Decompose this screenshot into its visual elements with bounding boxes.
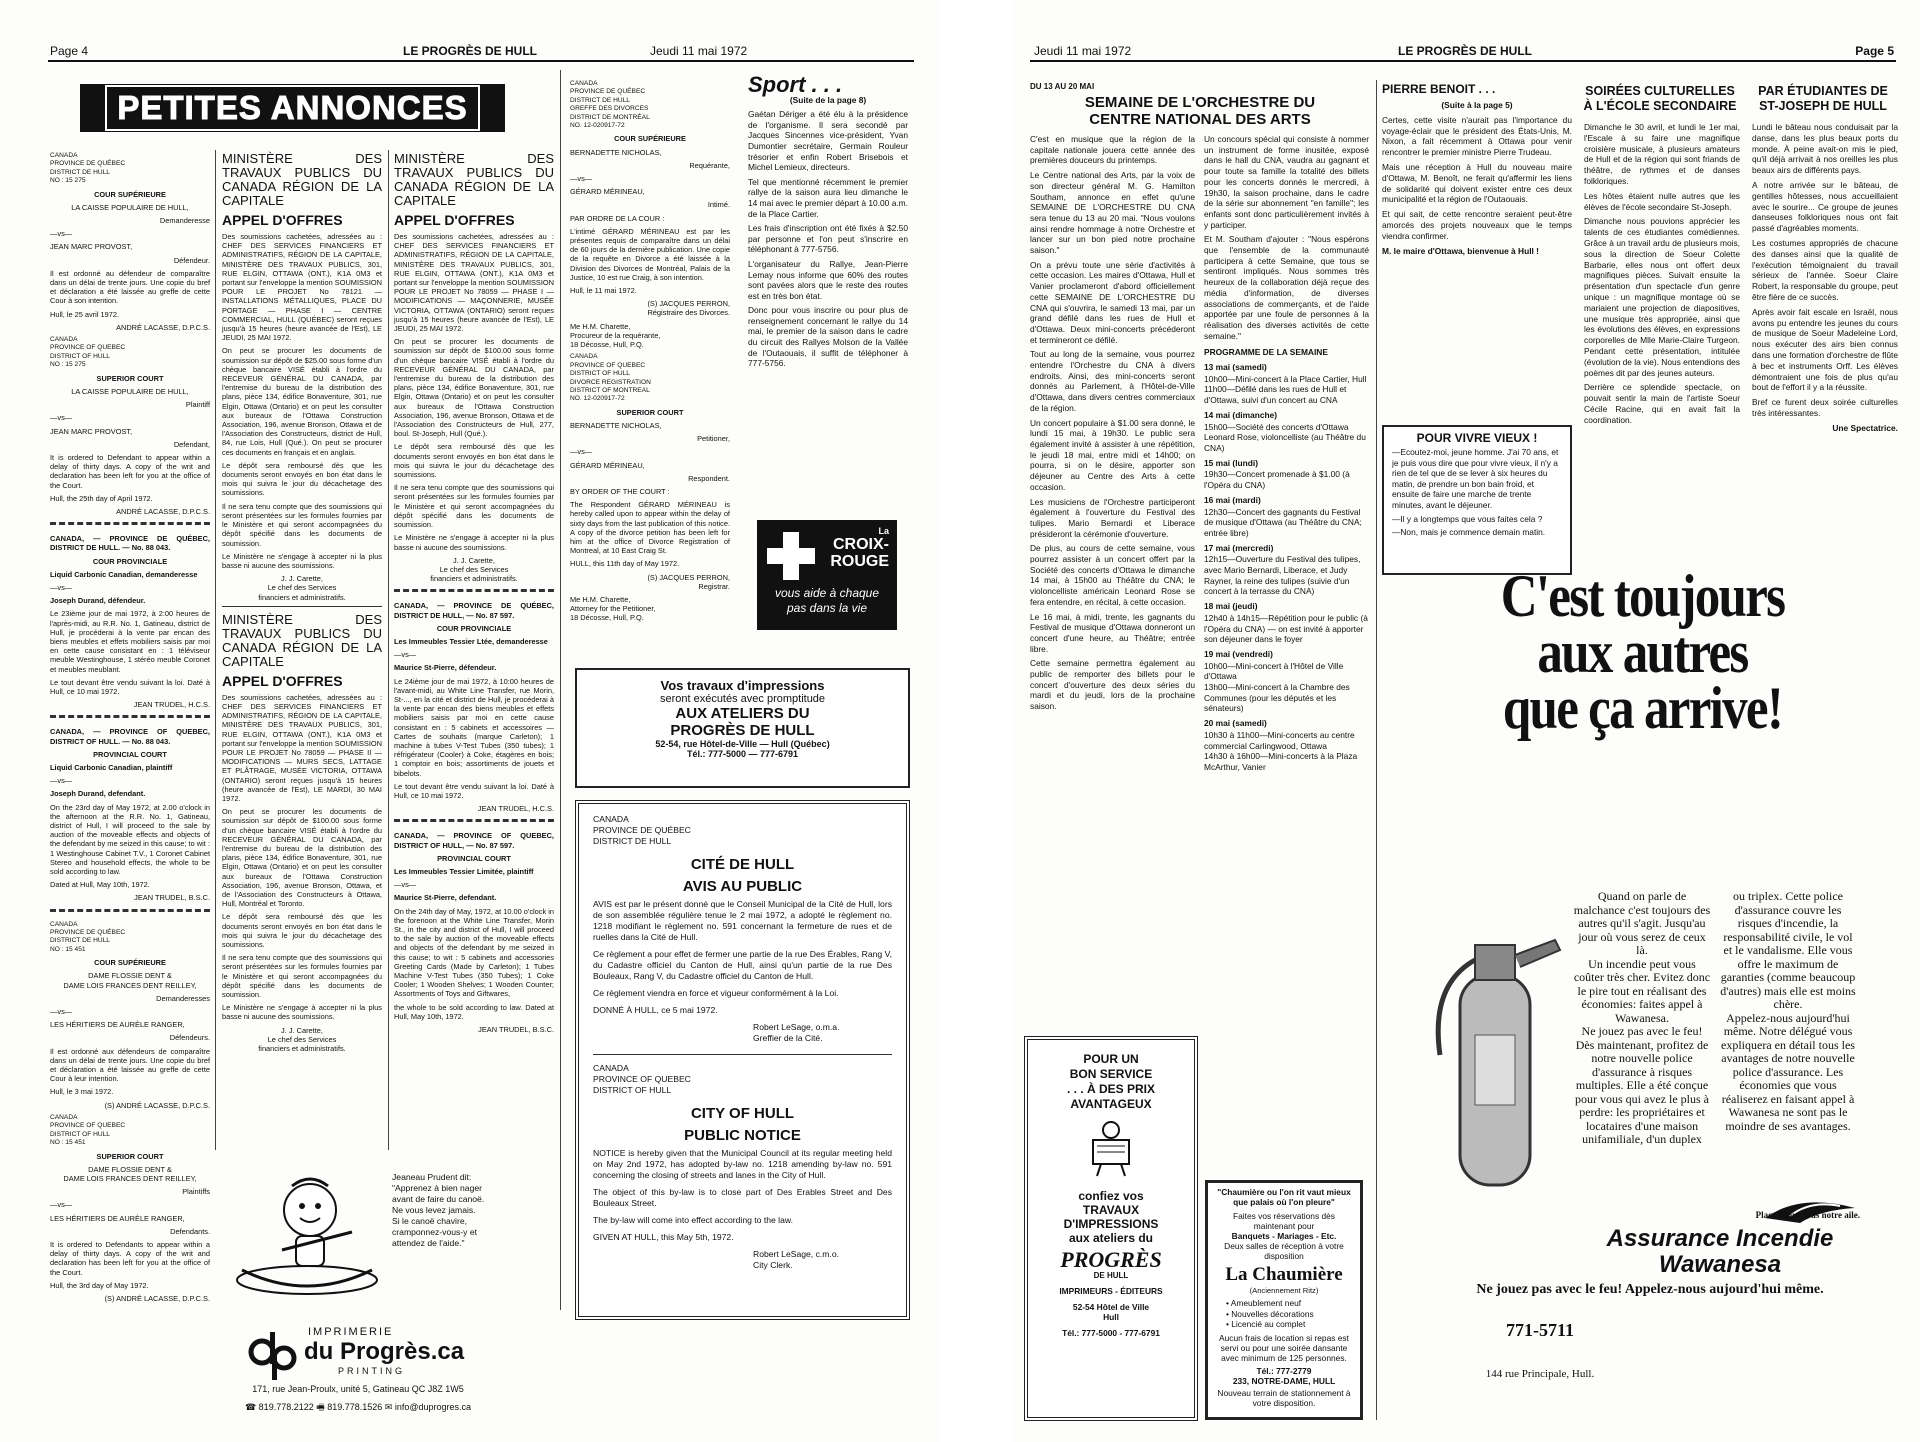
vivre-title: POUR VIVRE VIEUX ! xyxy=(1416,431,1538,445)
notice-header: CANADA PROVINCE OF QUEBEC DISTRICT OF HULL NO : 15 275 xyxy=(50,336,126,369)
soirees-paragraph: Dimanche le 30 avril, et lundi le 1er mai, l'Escale à su faire une magnifique croisière musicale, à plusieurs amateurs de Hull et de la région qui sont friands de théâtre, de rythmes et de danses folkloriques. xyxy=(1584,122,1740,186)
impressions-line5: Tél.: 777-5000 — 777-6791 xyxy=(686,749,799,759)
court-name: PROVINCIAL COURT xyxy=(437,853,511,863)
progres-ad-line2: confiez vos TRAVAUX D'IMPRESSIONS aux ateliers du xyxy=(1063,1189,1159,1245)
tender-body: Il ne sera tenu compte que des soumissions qui seront présentées sur les formules fournies par le Ministère et qui seront accompagnées du dépôt spécifié dans les documents de soumission. xyxy=(222,953,382,1000)
soirees-article xyxy=(1584,122,1740,562)
court-name: SUPERIOR COURT xyxy=(96,373,164,383)
wawanesa-brand-2: Wawanesa xyxy=(1658,1251,1782,1278)
notice-body: On the 24th day of May, 1972, at 10.00 o'clock in the forenoon at the White Line Transfer, Morin St., in the city and district of Hull, I will proceed to the sale by auction of the moveable effects and objects of the defendant by me seized in this cause; to wit : 5 cabinets and accessories Greeting Cards (Made by Carleton); 1 Tubes Machine V-Test Tubes (350 Tubes); 1 Coke Cooler; 1 Wooden Shelves; 1 Wooden Counter; Assortments of Toys and Giftwares, xyxy=(394,906,554,999)
notice-subtitle-en: PUBLIC NOTICE xyxy=(684,1127,801,1144)
party: Maurice St-Pierre, defendant. xyxy=(394,893,497,903)
notice-paragraph-en: The by-law will come into effect according to the law. xyxy=(593,1215,793,1225)
party: JEAN MARC PROVOST, xyxy=(50,242,133,252)
pierre-benoit-paragraph: M. le maire d'Ottawa, bienvenue à Hull ! xyxy=(1382,245,1539,256)
wawanesa-body-2: ou triplex. Cette police d'assurance couvre les risques d'incendie, la responsabilité civile, le vol et le vandalisme. Elle vous offre le maximum de garanties (comme beaucoup d'autres) mais elle est moins chère. Appelez-nous aujourd'hui même. Notre délégué vous expliquera en détail tous les avantages de notre nouvelle police d'assurance. Les économies que vous réaliserez en faisant appel à Wawanesa ne sont pas le moindre de ses avantages. xyxy=(1720,889,1856,1133)
orchestre-paragraph: De plus, au cours de cette semaine, vous pourrez assister à un concert offert par la Société des concerts d'Ottawa le dimanche 14 mai, à 15h00 au Théâtre du CNA; le violoncelliste américain Leonard Rose se fera entendre, en récital, à cette occasion. xyxy=(1030,543,1195,607)
party: Liquid Carbonic Canadian, demanderesse xyxy=(50,569,198,579)
tender-body: Le Ministère ne s'engage à accepter ni la plus basse ni aucune des soumissions. xyxy=(222,551,382,570)
versus: —vs— xyxy=(394,650,417,660)
notice-header: CANADA PROVINCE OF QUEBEC DISTRICT OF HULL NO : 15 451 xyxy=(50,1113,126,1147)
notice-body: the whole to be sold according to law. Dated at Hull, May 10th, 1972. xyxy=(394,1002,554,1021)
chaumiere-bullet: • Nouvelles décorations xyxy=(1226,1308,1314,1319)
program-title: PROGRAMME DE LA SEMAINE xyxy=(1204,347,1328,358)
court-name: COUR SUPÉRIEURE xyxy=(94,189,166,199)
notice-signature: (S) ANDRÉ LACASSE, D.P.C.S. xyxy=(104,1100,210,1110)
progres-ad-line5: Tél.: 777-5000 - 777-6791 xyxy=(1062,1328,1160,1338)
party-role: Plaintiff xyxy=(185,400,210,410)
notice-body: The Respondent GÉRARD MÉRINEAU is hereby called upon to appear within the delay of sixty days from the last publication of this notice. A copy of the divorce petition has been left for him at the office of Divorce Registration of Montreal, at 10 East Craig St. xyxy=(570,500,730,556)
printing-man-icon xyxy=(1071,1118,1151,1178)
soirees-title: SOIRÉES CULTURELLES À L'ÉCOLE SECONDAIRE xyxy=(1583,84,1737,113)
notice-signature: (S) JACQUES PERRON, Registrar. xyxy=(647,572,730,591)
petites-annonces-banner xyxy=(80,84,505,132)
avis-paragraph: Ce règlement a pour effet de fermer une partie de la rue Des Érables, Rang V, du Cadastre officiel du Canton de Hull, ainsi qu'un partie de la rue Des Bouleaux, Rang V, du Cadastre officiel du Canton de Hull. xyxy=(593,949,892,981)
notice-paragraph-en: The object of this by-law is to close part of Des Erables Street and Des Bouleaux Street. xyxy=(593,1187,892,1208)
orchestre-paragraph: Un concours spécial qui consiste à nommer un instrument de forme inusitée, exposé dans le hall du CNA, vaudra au gagnant et pour toute sa famille la totalité des billets pour les concerts donnés le mercredi, à 19h30, la saison prochaine, dans le cadre de la série sur abonnement "en famille"; les enfants sont donc particulièrement invités à y participer. xyxy=(1204,134,1369,230)
soirees-paragraph: Dimanche nous pouvions apprécier les talents de ces étudiantes comédiennes. Grâce à un travail ardu de plusieurs mois, sous la direction de Soeur Colette Barbarie, elles nous ont offert deux magnifiques pièces. Suivait ensuite la présentation d'un spectacle d'un genre unique : un magnifique montage où se mariaient une projection de diapositives, une musique très appropriée, ainsi que les évolutions des élèves, en expressions corporelles de Mlle Marie-Claire Turgeon. Pendant cette présentation, intitulée (évolution de la vie). Nous entendions des poèmes dit par des jeunes auteurs. xyxy=(1584,216,1740,378)
party: LA CAISSE POPULAIRE DE HULL, xyxy=(71,202,189,212)
progres-ad-line4: 52-54 Hôtel de Ville Hull xyxy=(1072,1302,1150,1322)
notice-body: On the 23rd day of May 1972, at 2.00 o'clock in the afternoon at the R.R. No. 1, Gatineau, district of Hull, I will proceed to the sale by auction of the moveable effects and objects of the defendant by me seized in this cause; to wit : 1 Westinghouse Cabinet T.V., 1 Coronet Cabinet Stereo and household effects, the whole to be sold according to law. xyxy=(50,802,210,877)
column-divider xyxy=(1376,80,1377,1420)
paper-title-right: LE PROGRÈS DE HULL xyxy=(1397,44,1532,58)
column-divider xyxy=(560,70,561,1310)
impressions-line2: seront exécutés avec promptitude xyxy=(659,693,826,705)
avis-signature: Robert LeSage, o.m.a. Greffier de la Cité. xyxy=(753,1022,840,1043)
column-divider xyxy=(215,150,216,1150)
notice-header: CANADA, — PROVINCE DE QUÉBEC, DISTRICT DE HULL, — No. 87 597. xyxy=(394,601,554,620)
court-order: PAR ORDRE DE LA COUR : xyxy=(570,213,665,223)
notice-body: L'intimé GÉRARD MÉRINEAU est par les présentes requis de comparaître dans un délai de 60 jours de la dernière publication. Une copie de la requête en Divorce a été laissée à la Division des Divorces de Montréal, Palais de la Justice, 10 est rue Craig, à son intention. xyxy=(570,226,730,282)
etudiantes-paragraph: Après avoir fait escale en Israël, nous avons pu entendre les jeunes du cours de musique de Soeur Madeleine Lord, nous exécuter des airs bien connus dans une formation d'orchestre de flûte à bec et instruments Orff. Les élèves démontraient une fois de plus qu'au bout de l'effort il y a la réussite. xyxy=(1752,306,1898,393)
notice-signature-en: Robert LeSage, c.m.o. City Clerk. xyxy=(753,1249,839,1270)
imprimerie-logo-icon xyxy=(248,1330,296,1380)
notice-signature: JEAN TRUDEL, B.S.C. xyxy=(478,1025,554,1035)
sport-paragraph: Tel que mentionné récemment le premier rallye de la saison aura lieu dimanche le 14 mai avec le premier départ à 10.00 a.m. de la Place Cartier. xyxy=(748,176,908,219)
court-name: PROVINCIAL COURT xyxy=(93,749,167,759)
jeaneau-text: Jeaneau Prudent dit: "Apprenez à bien nager avant de faire du canoë. Ne vous levez jamais. Si le canoë chavire, cramponnez-vous-y et attendez de l'aide." xyxy=(392,1172,485,1248)
orchestre-paragraph: Tout au long de la semaine, vous pourrez entendre l'Orchestre du CNA à divers endroits. Ainsi, des mini-concerts seront donnés au Parlement, à l'Hôtel-de-Ville d'Ottawa, dans divers centres commerciaux de la région. xyxy=(1030,349,1195,413)
wawanesa-brand-1: Assurance Incendie xyxy=(1606,1225,1834,1252)
progres-ad-brand-sub: DE HULL xyxy=(1093,1271,1129,1280)
progres-ad-line3: IMPRIMEURS - ÉDITEURS xyxy=(1059,1286,1163,1296)
tender-body: Des soumissions cachetées, adressées au : CHEF DES SERVICES FINANCIERS ET ADMINISTRATIFS, RÉGION DE LA CAPITALE, MINISTÈRE DES TRAVAUX PUBLICS, 301, RUE ELGIN, OTTAWA (ONT.), K1A 0M3 et portant sur l'enveloppe la mention SOUMISSION POUR LE PROJET No 78059 — PHASE I — MODIFICATIONS — MAÇONNERIE, MUSÉE VICTORIA, OTTAWA (ONTARIO) seront reçues jusqu'à 15 heures (heure avancée de l'Est), LE JEUDI, 25 MAI 1972. xyxy=(394,232,554,334)
tender-body: Le Ministère ne s'engage à accepter ni la plus basse ni aucune des soumissions. xyxy=(394,533,554,552)
party: LES HÉRITIERS DE AURÈLE RANGER, xyxy=(50,1213,185,1223)
legal-notices-col-1 xyxy=(50,152,210,1422)
wawanesa-body-1: Quand on parle de malchance c'est toujours des autres qu'il s'agit. Jusqu'au jour où vous serez de ceux là. Un incendie peut vous coûter très cher. Evitez donc le pire tout en réalisant des économies: faites appel à Wawanesa. Ne jouez pas avec le feu! Dès maintenant, profitez de notre nouvelle police d'assurance à risques multiples. Elle a été conçue pour vous qui avez le plus à perdre: les propriétaires et locataires d'une maison unifamiliale, d'un duplex xyxy=(1573,889,1711,1146)
etudiantes-signature: Une Spectatrice. xyxy=(1832,422,1898,433)
imprimerie-address: 171, rue Jean-Proulx, unité 5, Gatineau QC J8Z 1W5 xyxy=(252,1384,464,1394)
notice-body: It is ordered to Defendants to appear within a delay of thirty days. A copy of the writ and declaration has been left for you at the office of the Court. xyxy=(50,1239,210,1277)
masthead-rule-left xyxy=(48,60,914,62)
party: GÉRARD MÉRINEAU, xyxy=(570,460,645,470)
court-name: COUR PROVINCIALE xyxy=(92,556,168,566)
party: DAME FLOSSIE DENT & DAME LOIS FRANCES DENT REILLEY, xyxy=(63,1164,197,1183)
page-gutter xyxy=(940,0,1010,1442)
tender-heading: APPEL D'OFFRES xyxy=(222,672,343,689)
chaumiere-line4: Aucun frais de location si repas est servi ou pour une soirée dansante avec minimum de 125 personnes. xyxy=(1219,1332,1349,1363)
tender-title: MINISTÈRE DES TRAVAUX PUBLICS DU CANADA RÉGION DE LA CAPITALE xyxy=(394,151,554,208)
notice-title-en: CITY OF HULL xyxy=(690,1105,795,1122)
tender-body: Des soumissions cachetées, adressées au : CHEF DES SERVICES FINANCIERS ET ADMINISTRATIFS, RÉGION DE LA CAPITALE, MINISTÈRE DES TRAVAUX PUBLICS, 301, RUE ELGIN, OTTAWA (ONT.), K1A 0M3 et portant sur l'enveloppe la mention SOUMISSION POUR LE PROJET No 78121 — INSTALLATIONS MÉTALLIQUES, PLACE DU PORTAGE — PHASE I — CENTRE COMMERCIAL, HULL (QUÉBEC) seront reçues jusqu'à 15 heures (heure avancée de l'Est), LE JEUDI, 25 MAI 1972. xyxy=(222,232,382,343)
party: BERNADETTE NICHOLAS, xyxy=(570,147,662,157)
party: Joseph Durand, defendant. xyxy=(50,789,146,799)
attorney: Me H.M. Charette, Procureur de la requérante, 18 Décosse, Hull, P.Q. xyxy=(570,321,661,350)
fire-extinguisher-icon xyxy=(1420,905,1570,1205)
notice-body: Il est ordonné au défendeur de comparaître dans un délai de trente jours. Une copie du bref et déclaration a été laissée au greffe de cette Cour à son intention. xyxy=(50,268,210,306)
soirees-paragraph: Derrière ce splendide spectacle, on pouvait sentir la main de l'artiste Soeur Cécile Racine, qui en avait fait la coordination. xyxy=(1584,382,1740,425)
imprimerie-contacts: ☎ 819.778.2122 🖷 819.778.1526 ✉ info@duprogres.ca xyxy=(244,1402,472,1412)
notice-header: CANADA PROVINCE DE QUÉBEC DISTRICT DE HULL GREFFE DES DIVORCES DISTRICT DE MONTRÉAL NO. 12-020917-72 xyxy=(570,80,650,130)
chaumiere-former: (Anciennement Ritz) xyxy=(1249,1286,1319,1295)
notice-signature: JEAN TRUDEL, H.C.S. xyxy=(477,804,554,814)
program-day: 13 mai (samedi) xyxy=(1204,362,1267,373)
progres-ad-line1: POUR UN BON SERVICE . . . À DES PRIX AVANTAGEUX xyxy=(1066,1052,1156,1111)
notice-body: It is ordered to Defendant to appear within a delay of thirty days. A copy of the writ and declaration has been left for you at the office of the Court. xyxy=(50,452,210,490)
chaumiere-line1: Faites vos réservations dès maintenant pour xyxy=(1233,1211,1335,1231)
tender-heading: APPEL D'OFFRES xyxy=(222,212,343,228)
chaumiere-line5: Nouveau terrain de stationnement à votre disposition. xyxy=(1217,1387,1351,1408)
pour-vivre-vieux-box xyxy=(1382,425,1572,575)
tender-body: Le dépôt sera remboursé dès que les documents seront envoyés en bon état dans le mois qui suivra le jour du décachetage des soumissions. xyxy=(222,460,382,498)
notice-date: Hull, the 25th day of April 1972. xyxy=(50,493,153,503)
notice-date: Hull, le 3 mai 1972. xyxy=(50,1087,114,1097)
sport-title: Sport . . . xyxy=(748,72,843,97)
sport-paragraph: Gaétan Dériger a été élu à la présidence de l'organisme. Il sera secondé par Jacques Sincennes vice-président, Yvan Dumontier secrétaire, Germain Rouleur trésorier et enfin Robert Brisebois et Michel Lemieux, directeurs. xyxy=(748,109,908,173)
notice-paragraph-en: NOTICE is hereby given that the Municipal Council at its regular meeting held on May 2nd 1972, has adopted by-law no. 1218 amending by-law no. 591 concerning the closing of streets and lanes in the City of Hull. xyxy=(593,1148,892,1180)
tender-body: On peut se procurer les documents de soumission sur dépôt de $100.00 sous forme d'un chèque bancaire VISÉ établi à l'ordre du RECEVEUR GÉNÉRAL DU CANADA, par l'entremise du bureau de la distribution des plans, pièce 134, édifice Bonaventure, 301, rue Elgin, Ottawa (Ontario) et on peut les consulter aux bureaux de l'Ottawa Construction Association, 196, avenue Bronson, Ottawa et de l'Association des Constructeurs de Hull, 277, boul. St-Joseph, Hull (Qué.). xyxy=(394,337,554,439)
orchestre-dates-text: DU 13 AU 20 MAI xyxy=(1030,82,1095,91)
notice-signature: (S) ANDRÉ LACASSE, D.P.C.S. xyxy=(104,1293,210,1303)
impressions-line1: Vos travaux d'impressions xyxy=(660,678,825,693)
tender-body: Il ne sera tenu compte que des soumissions qui seront présentées sur les formules fournies par le Ministère et qui seront accompagnées du dépôt spécifié dans les documents de soumission. xyxy=(394,483,554,530)
imprimerie-line1: IMPRIMERIE xyxy=(308,1326,394,1338)
tender-title: MINISTÈRE DES TRAVAUX PUBLICS DU CANADA RÉGION DE LA CAPITALE xyxy=(222,611,382,669)
court-name: SUPERIOR COURT xyxy=(616,407,684,417)
party-role: Defendant, xyxy=(173,439,210,449)
date-right: Jeudi 11 mai 1972 xyxy=(1034,44,1132,58)
jeaneau-canoe-illustration xyxy=(222,1162,392,1312)
pierre-benoit-paragraph: Certes, cette visite n'aurait pas l'importance du voyage-éclair que le président des États-Unis, M. Nixon, a fait récemment à Ottawa pour venir rencontrer le premier ministre Pierre Trudeau. xyxy=(1382,114,1572,158)
avis-title: CITÉ DE HULL xyxy=(690,856,795,873)
separator xyxy=(394,819,554,825)
program-items: 19h30—Concert promenade à $1.00 (à l'Opéra du CNA) xyxy=(1204,469,1350,491)
court-order: BY ORDER OF THE COURT : xyxy=(570,486,670,496)
notice-date: Dated at Hull, May 10th, 1972. xyxy=(50,880,150,890)
orchestre-paragraph: On a prévu toute une série d'activités à cette occasion. Les maires d'Ottawa, Hull et Vanier proclameront d'abord officiellement cette SEMAINE DE L'ORCHESTRE DU CNA qui s'ouvrira, le samedi 13 mai, par un grand défilé dans les rues de Hull et d'Ottawa. Deux mini-concerts précéderont et termineront ce défilé. xyxy=(1030,259,1195,345)
tender-signature: J. J. Carette, Le chef des Services financiers et administratifs. xyxy=(258,574,346,602)
party: JEAN MARC PROVOST, xyxy=(50,426,133,436)
orchestre-col-1 xyxy=(1030,134,1195,1034)
jeaneau-prudent-ad xyxy=(222,1162,562,1312)
notice-header-en: CANADA PROVINCE OF QUEBEC DISTRICT OF HULL xyxy=(593,1063,691,1095)
orchestre-title: SEMAINE DE L'ORCHESTRE DU CENTRE NATIONAL DES ARTS xyxy=(1084,94,1316,128)
party: LA CAISSE POPULAIRE DE HULL, xyxy=(71,386,189,396)
impressions-ad xyxy=(575,668,910,788)
chaumiere-bullet: • Licencié au complet xyxy=(1226,1319,1306,1329)
program-items: 10h00—Mini-concert à la Place Cartier, Hull 11h00—Défilé dans les rues de Hull et d'Ottawa, suivi d'un concert au CNA xyxy=(1204,373,1367,406)
orchestre-paragraph: Et M. Southam d'ajouter : "Nous espérons que l'ensemble de la communauté participera à cette Semaine, que tous se sentiront impliqués. Nous sommes très heureux de la collaboration déjà reçue des média d'information, de diverses associations de commerçants, et de l'aide apportée par une foule de personnes à la réalisation des diverses activités de cette semaine." xyxy=(1204,234,1369,341)
etudiantes-paragraph: Lundi le bâteau nous conduisait par la danse, dans les plus beaux ports du monde. À peine avait-on mis le pied, qu'il déjà arrivait à nos oreilles les plus beaux airs de différents pays. xyxy=(1752,122,1898,176)
la-chaumiere-ad xyxy=(1205,1180,1363,1420)
notice-date-en: GIVEN AT HULL, this May 5th, 1972. xyxy=(593,1232,734,1242)
etudiantes-title: PAR ÉTUDIANTES DE ST-JOSEPH DE HULL xyxy=(1758,84,1888,113)
notice-header: CANADA PROVINCE DE QUÉBEC DISTRICT DE HULL NO : 15 275 xyxy=(50,152,126,185)
party: LES HÉRITIERS DE AURÈLE RANGER, xyxy=(50,1020,185,1030)
chaumiere-tel: Tél.: 777-2779 xyxy=(1256,1365,1312,1376)
court-name: COUR SUPÉRIEURE xyxy=(614,134,686,144)
program-day: 14 mai (dimanche) xyxy=(1204,409,1278,420)
sport-paragraph: L'organisateur du Rallye, Jean-Pierre Lemay nous informe que 60% des routes sont pavées alors que le reste des routes est en très bon état. xyxy=(748,258,908,301)
notice-body: Le 24ième jour de mai 1972, à 10:00 heures de l'avant-midi, au White Line Transfer, rue Morin, St-..., en la cité et district de Hull, je procéderai à la vente par encan des biens meubles et effets mobiliers saisis par moi en cette cause consistant en : 5 cabinets et accessoires — Cartes de souhaits (marque Carleton); 1 machine à tubes V-Test Tubes (350 tubes); 1 réfrigérateur (Cooler) à Coke, étagères en bois; 1 comptoir en bois; assortiments de jouets et bibelots. xyxy=(394,676,554,778)
versus: —vs— xyxy=(50,776,73,786)
party: Les Immeubles Tessier Ltée, demanderesse xyxy=(394,636,548,646)
program-items: 15h00—Société des concerts d'Ottawa Leonard Rose, violoncelliste (au Théâtre du CNA) xyxy=(1204,421,1366,453)
program-list xyxy=(1204,362,1369,773)
chaumiere-quote: "Chaumière ou l'on rit vaut mieux que palais où l'on pleure" xyxy=(1217,1187,1351,1207)
column-divider xyxy=(388,150,389,1150)
pierre-benoit-suite: (Suite à la page 5) xyxy=(1441,100,1513,110)
avis-subtitle: AVIS AU PUBLIC xyxy=(682,878,803,895)
vivre-paragraph: —Il y a longtemps que vous faites cela ? xyxy=(1392,513,1543,524)
goose-wing-icon xyxy=(1760,1188,1860,1228)
party-role: Plaintiffs xyxy=(182,1187,210,1197)
masthead-rule-right xyxy=(1030,60,1896,62)
tender-body: On peut se procurer les documents de soumission sur dépôt de $25.00 sous forme d'un chèque bancaire VISÉ établi à l'ordre du RECEVEUR GÉNÉRAL DU CANADA, par l'entremise du bureau de la distribution des plans, pièce 134, édifice Bonaventure, 301, rue Elgin, Ottawa (Ontario) et on peut les consulter aux bureaux de l'Ottawa Construction Association, 196, avenue Bronson, Ottawa et de l'Association des Constructeurs, district de Hull, 84, rue Lois, Hull (Qué.). On peut se procurer ces documents en français et en anglais. xyxy=(222,346,382,457)
party-role: Requérante, xyxy=(689,160,730,170)
chaumiere-line3: Deux salles de réception à votre disposition xyxy=(1224,1241,1344,1261)
party: BERNADETTE NICHOLAS, xyxy=(570,420,662,430)
program-day: 20 mai (samedi) xyxy=(1204,718,1267,729)
tenders-col-3 xyxy=(394,152,554,1312)
party: Les Immeubles Tessier Limitée, plaintiff xyxy=(394,866,534,876)
versus: —vs— xyxy=(50,1200,73,1210)
program-day: 18 mai (jeudi) xyxy=(1204,601,1258,612)
orchestre-paragraph: Le Centre national des Arts, par la voix de son directeur général M. G. Hamilton Southam, annonce en effet qu'une SEMAINE DE L'ORCHESTRE DU CNA sera tenue du 13 au 20 mai. "Nous voulons ainsi rendre hommage à notre Orchestre et lancer sur un bon pied notre prochaine saison." xyxy=(1030,170,1195,256)
party: Joseph Durand, défendeur. xyxy=(50,596,146,606)
tender-signature: J. J. Carette, Le chef des Services financiers et administratifs. xyxy=(430,555,518,584)
imprimerie-line2: du Progrès.ca xyxy=(304,1338,465,1365)
orchestre-paragraph: Un concert populaire à $1.00 sera donné, le lundi 15 mai, à 19h30. Le public sera également invité à assister à une répétition, le jeudi 18 mai, entre midi et 14h00; on pourra, si on le désire, apporter son déjeuner au Centre des Arts à cette occasion. xyxy=(1030,417,1195,492)
separator xyxy=(50,715,210,721)
separator xyxy=(50,909,210,915)
separator xyxy=(394,589,554,595)
party-role: Défendeur. xyxy=(173,255,210,265)
croix-slogan: vous aide à chaque pas dans la vie xyxy=(774,586,880,615)
etudiantes-paragraph: Les costumes appropriés de chacune des danses ainsi que la qualité de l'exécution témoignaient du travail sérieux de l'année. Soeur Claire Robert, la responsable du groupe, peut être fière de ce succès. xyxy=(1752,237,1898,302)
orchestre-paragraph: Cette semaine permettra également au public de remporter des billets pour le concert d'ouverture des deux séries du mardi et du jeudi, lors de la prochaine saison. xyxy=(1030,658,1195,712)
program-items: 12h30—Concert des gagnants du Festival de musique d'Ottawa (au Théâtre du CNA; entrée libre) xyxy=(1204,506,1362,538)
croix-rouge-ad xyxy=(757,520,897,630)
notice-header: CANADA, — PROVINCE OF QUEBEC, DISTRICT OF HULL, — No. 87 597. xyxy=(394,831,554,850)
sport-paragraph: Donc pour vous inscrire ou pour plus de renseignement concernant le rallye du 14 mai, le premier de la saison dans le cadre du circuit des Rallyes Molson de la Vallée de l'Outaouais, il suffit de téléphoner à 777-5756. xyxy=(748,305,908,369)
notice-body: Le 23ième jour de mai 1972, à 2:00 heures de l'après-midi, au R.R. No. 1, Gatineau, district de Hull, je procéderai à la vente par encan des biens meubles et effets mobiliers saisis par moi en cette cause consistant en : 1 téléviseur meuble Westinghouse, 1 stéréo meuble Coronet et meubles meublant. xyxy=(50,609,210,674)
sport-suite: (Suite de la page 8) xyxy=(789,94,867,105)
etudiantes-paragraph: Bref ce furent deux soirée culturelles très intéressantes. xyxy=(1752,397,1898,418)
versus: —vs— xyxy=(570,174,593,184)
versus: —vs— xyxy=(50,582,73,592)
program-items: 10h30 à 11h00—Mini-concerts au centre commercial Carlingwood, Ottawa 14h30 à 16h00—Mini-concerts à la Plaza McArthur, Vanier xyxy=(1204,729,1358,772)
tender-body: Le dépôt sera remboursé dès que les documents seront envoyés en bon état dans le mois qui suivra le jour du décachetage des soumissions. xyxy=(394,442,554,480)
versus: —vs— xyxy=(50,1007,73,1017)
program-items: 10h00—Mini-concert à l'Hôtel de Ville d'Ottawa 13h00—Mini-concert à la Chambre des Communes (pour les députés et les sénateurs) xyxy=(1204,660,1350,714)
notice-header: CANADA PROVINCE DE QUÉBEC DISTRICT DE HULL NO : 15 451 xyxy=(50,920,126,953)
pierre-benoit-title: PIERRE BENOIT . . . xyxy=(1382,82,1496,96)
impressions-line3: AUX ATELIERS DU PROGRÈS DE HULL xyxy=(670,705,815,739)
etudiantes-article xyxy=(1752,122,1898,562)
tender-body: On peut se procurer les documents de soumission sur dépôt de $100.00 sous forme d'un chèque bancaire VISÉ établi à l'ordre du RECEVEUR GÉNÉRAL DU CANADA, par l'entremise du bureau de la distribution des plans, pièce 134, édifice Bonaventure, 301, rue Elgin, Ottawa (Ontario) et on peut les consulter aux bureaux de l'Ottawa Construction Association, 196, avenue Bronson, Ottawa, et de l'Association des Constructeurs à Ottawa, Hull, Montréal et Toronto. xyxy=(222,807,382,909)
party-role: Demanderesses xyxy=(156,993,210,1003)
left-page xyxy=(0,0,940,1442)
pierre-benoit-paragraph: Et qui sait, de cette rencontre seraient peut-être amorcés des projets nouveaux que le temps viendra confirmer. xyxy=(1382,209,1572,241)
party: DAME FLOSSIE DENT & DAME LOIS FRANCES DENT REILLEY, xyxy=(63,971,197,990)
versus: —vs— xyxy=(394,880,417,890)
divorce-notices-col-4 xyxy=(570,80,730,623)
separator xyxy=(50,522,210,528)
chaumiere-bullet-list xyxy=(1226,1298,1360,1330)
imprimerie-logo xyxy=(228,1320,488,1418)
tenders-col-2 xyxy=(222,152,382,1312)
date-left: Jeudi 11 mai 1972 xyxy=(650,44,748,58)
orchestre-paragraph: C'est en musique que la région de la capitale nationale jouera cette année des premières douceurs du printemps. xyxy=(1030,134,1195,166)
notice-date: Hull, the 3rd day of May 1972. xyxy=(50,1280,149,1290)
notice-signature: JEAN TRUDEL, H.C.S. xyxy=(133,700,210,710)
avis-date: DONNÉ À HULL, ce 5 mai 1972. xyxy=(593,1005,718,1015)
chaumiere-line2: Banquets - Mariages - Etc. xyxy=(1231,1231,1337,1241)
soirees-paragraph: Les hôtes étaient nulle autres que les élèves de l'école secondaire St-Joseph. xyxy=(1584,190,1740,212)
court-name: SUPERIOR COURT xyxy=(96,1151,164,1161)
banner-text: PETITES ANNONCES xyxy=(117,89,468,126)
notice-header: CANADA PROVINCE OF QUEBEC DISTRICT OF HULL DIVORCE REGISTRATION DISTRICT OF MONTREAL NO. 12-020917-72 xyxy=(570,353,651,403)
program-day: 19 mai (vendredi) xyxy=(1204,648,1273,659)
notice-date: Hull, le 11 mai 1972. xyxy=(570,286,637,296)
program-day: 16 mai (mardi) xyxy=(1204,494,1261,505)
wawanesa-headline: C'est toujours aux autres que ça arrive! xyxy=(1500,563,1785,741)
program-items: 12h15—Ouverture du Festival des tulipes, avec Mario Bernardi, Liberace, et Judy Rayner, la reine des tulipes (suivie d'un concert à la terrasse du CNA) xyxy=(1204,554,1361,597)
tender-body: Il ne sera tenu compte que des soumissions qui seront présentées sur les formules fournies par le Ministère et qui seront accompagnées du dépôt spécifié dans les documents de soumission. xyxy=(222,501,382,548)
paper-title-left: LE PROGRÈS DE HULL xyxy=(402,44,537,58)
croix-la: La xyxy=(878,526,889,536)
pierre-benoit-paragraph: Mais une réception à Hull du nouveau maire d'Ottawa, M. Benoît, ne ferait qu'affermir les liens de solidarité qui doivent exister entre ces deux municipalité et la région de l'Outaouais. xyxy=(1382,161,1572,205)
tender-body: Des soumissions cachetées, adressées au : CHEF DES SERVICES FINANCIERS ET ADMINISTRATIFS, RÉGION DE LA CAPITALE, MINISTÈRE DES TRAVAUX PUBLICS, 301, RUE ELGIN, OTTAWA (ONT.), K1A 0M3 et portant sur l'enveloppe la mention SOUMISSION POUR LE PROJET No 78059 — PHASE II — MODIFICATIONS — MURS SECS, LATTAGE ET PLÂTRAGE, MUSÉE VICTORIA, OTTAWA (ONTARIO) seront reçues jusqu'à 15 heures (heure avancée de l'Est), LE MARDI, 30 MAI 1972. xyxy=(222,692,382,803)
page-number-right: Page 5 xyxy=(1855,44,1894,58)
etudiantes-paragraph: A notre arrivée sur le bâteau, de gentilles hôtesses, nous accueillaient avec le sourire... Ce groupe de jeunes danseuses folkloriques nous ont fait passé d'agréables moments. xyxy=(1752,179,1898,234)
tender-body: Le Ministère ne s'engage à accepter ni la plus basse ni aucune des soumissions. xyxy=(222,1003,382,1022)
wawanesa-slogan: Ne jouez pas avec le feu! Appelez-nous aujourd'hui même. xyxy=(1476,1282,1824,1297)
notice-signature: ANDRÉ LACASSE, D.P.C.S. xyxy=(116,322,210,332)
program-day: 15 mai (lundi) xyxy=(1204,457,1258,468)
orchestre-paragraph: Le 16 mai, à midi, trente, les gagnants du Festival de musique d'Ottawa donneront un concert d'une heure, au Théâtre; entrée libre. xyxy=(1030,611,1195,654)
program-day: 17 mai (mercredi) xyxy=(1204,542,1274,553)
notice-signature: ANDRÉ LACASSE, D.P.C.S. xyxy=(116,506,210,516)
chaumiere-address: 233, NOTRE-DAME, HULL xyxy=(1232,1375,1336,1386)
tender-heading: APPEL D'OFFRES xyxy=(394,212,515,228)
notice-header: CANADA, — PROVINCE DE QUÉBEC, DISTRICT DE HULL. — No. 88 043. xyxy=(50,534,210,553)
wawanesa-tagline: Placez-vous sous notre aile. xyxy=(1755,1210,1860,1220)
notice-signature: (S) JACQUES PERRON, Régistraire des Divorces. xyxy=(647,299,730,318)
notice-body: Le tout devant être vendu suivant la loi. Daté à Hull, ce 10 mai 1972. xyxy=(394,781,554,800)
tender-body: Le dépôt sera remboursé dès que les documents seront envoyés en bon état dans le mois qui suivra le jour du décachetage des soumissions. xyxy=(222,912,382,949)
attorney: Me H.M. Charette, Attorney for the Petitioner, 18 Décosse, Hull, P.Q. xyxy=(570,594,656,623)
orchestre-col-2 xyxy=(1204,134,1369,1034)
chaumiere-name: La Chaumière xyxy=(1225,1264,1343,1285)
avis-header: CANADA PROVINCE DE QUÉBEC DISTRICT DE HULL xyxy=(593,814,691,846)
program-items: 12h40 à 14h15—Répétition pour le public (à l'Opéra du CNA) — on est invité à apporter son déjeuner dans le foyer xyxy=(1204,612,1368,645)
progres-ad-brand: PROGRÈS xyxy=(1060,1247,1162,1272)
tender-title: MINISTÈRE DES TRAVAUX PUBLICS DU CANADA RÉGION DE LA CAPITALE xyxy=(222,151,382,208)
orchestre-paragraph: Les musiciens de l'Orchestre participeront également à l'ouverture du Festival des tulipes. Mario Bernardi et Liberace présideront la cérémonie d'ouverture. xyxy=(1030,496,1195,539)
party: GÉRARD MÉRINEAU, xyxy=(570,187,645,197)
party-role: Demanderesse xyxy=(159,216,210,226)
city-notice-box xyxy=(575,800,910,1320)
notice-body: Il est ordonné aux défendeurs de comparaître dans un délai de trente jours. Une copie du bref et déclaration a été laissée au greffe de cette Cour à leur intention. xyxy=(50,1046,210,1084)
impressions-line4: 52-54, rue Hôtel-de-Ville — Hull (Québec) xyxy=(655,739,830,749)
notice-date: HULL, this 11th day of May 1972. xyxy=(570,559,680,569)
divider xyxy=(222,606,382,607)
vivre-paragraph: —Non, mais je commence demain matin. xyxy=(1392,527,1546,538)
party-role: Intimé. xyxy=(707,200,730,210)
vivre-paragraph: —Ecoutez-moi, jeune homme. J'ai 70 ans, et je puis vous dire que pour vivre vieux, il n'y a rien de tel que de se lever à six heures du matin, de prendre un bon bain froid, et ensuite de faire une marche de trente minutes, avant le déjeuner. xyxy=(1392,447,1559,510)
versus: —vs— xyxy=(50,413,73,423)
party-role: Défendeurs. xyxy=(169,1033,210,1043)
divider xyxy=(593,1054,892,1055)
progres-printing-ad xyxy=(1024,1036,1198,1421)
sport-paragraph: Les frais d'inscription ont été fixés à $2.50 par personne et l'on peut s'inscrire en téléphonant à 777-5756. xyxy=(748,223,908,255)
wawanesa-phone: 771-5711 xyxy=(1505,1320,1574,1340)
party-role: Respondent. xyxy=(688,473,730,483)
notice-header: CANADA, — PROVINCE OF QUEBEC, DISTRICT OF HULL. — No. 88 043. xyxy=(50,727,210,746)
croix-name: CROIX- ROUGE xyxy=(830,536,889,570)
avis-paragraph: Ce règlement viendra en force et vigueur conformément à la Loi. xyxy=(593,988,839,998)
tender-signature: J. J. Carette, Le chef des Services financiers et administratifs. xyxy=(258,1025,346,1054)
notice-signature: JEAN TRUDEL, B.S.C. xyxy=(134,893,210,903)
party: Maurice St-Pierre, défendeur. xyxy=(394,663,497,673)
versus: —vs— xyxy=(570,447,593,457)
versus: —vs— xyxy=(50,229,73,239)
notice-body: Le tout devant être vendu suivant la loi. Daté à Hull, ce 10 mai 1972. xyxy=(50,677,210,696)
party-role: Petitioner, xyxy=(697,434,730,444)
party: Liquid Carbonic Canadian, plaintiff xyxy=(50,762,173,772)
wawanesa-address: 144 rue Principale, Hull. xyxy=(1485,1368,1595,1380)
court-name: COUR SUPÉRIEURE xyxy=(94,958,166,968)
sport-article xyxy=(748,72,908,510)
avis-paragraph: AVIS est par le présent donné que le Conseil Municipal de la Cité de Hull, lors de son assemblée régulière tenue le 2 mai 1972, a adopté le règlement no. 1218 modifiant le règlement no. 591 concernant la fermeture de rues et de ruelles dans la Cité de Hull. xyxy=(593,899,892,942)
page-number-left: Page 4 xyxy=(50,44,89,58)
court-name: COUR PROVINCIALE xyxy=(436,623,512,633)
cross-icon xyxy=(767,532,815,580)
imprimerie-line3: PRINTING xyxy=(338,1366,406,1376)
party-role: Defendants. xyxy=(170,1226,210,1236)
chaumiere-bullet: • Ameublement neuf xyxy=(1226,1298,1302,1308)
notice-date: Hull, le 25 avril 1972. xyxy=(50,309,120,319)
